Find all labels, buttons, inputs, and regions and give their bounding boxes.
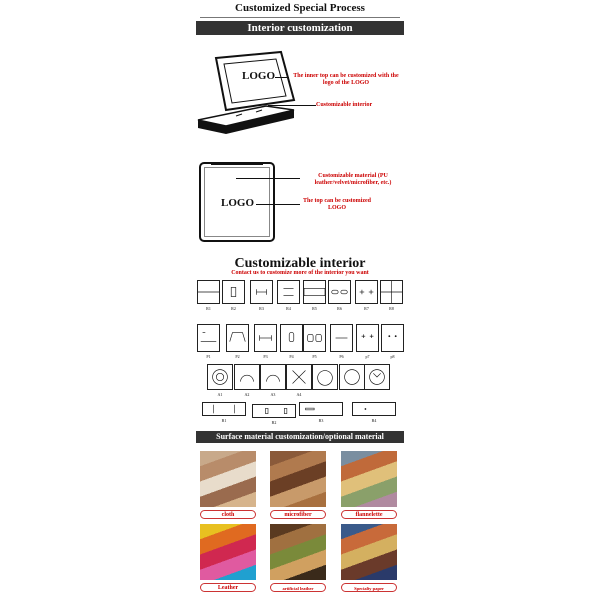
interior-option-label: p7 [365, 354, 370, 359]
interior-option-r6 [328, 280, 351, 304]
interior-title: Customizable interior [234, 256, 366, 271]
interior-option-r5 [303, 280, 326, 304]
interior-option-ring [339, 364, 365, 390]
material-swatch-artificial-leather [270, 524, 326, 580]
interior-option-b4 [352, 402, 396, 416]
interior-option-r4 [277, 280, 300, 304]
interior-option-r2 [222, 280, 245, 304]
interior-option-r1 [197, 280, 220, 304]
material-label: flannelette [341, 510, 397, 519]
material-label: artificial leather [270, 583, 326, 592]
closed-box-note-logo: The top can be customized LOGO [303, 198, 371, 211]
open-box-note-logo: The inner top can be customized with the logo of the LOGO [293, 73, 399, 86]
material-swatch-cloth [200, 451, 256, 507]
interior-option-label: R1 [206, 306, 211, 311]
interior-option-label: R7 [364, 306, 369, 311]
interior-option-label: B2 [271, 420, 277, 425]
section-banner-interior: Interior customization [196, 21, 404, 35]
interior-option-p8 [381, 324, 404, 352]
interior-option-ring [207, 364, 233, 390]
interior-option-p3 [254, 324, 277, 352]
material-label: Specialty paper [341, 583, 397, 592]
material-label: microfiber [270, 510, 326, 519]
interior-option-label: A2 [244, 392, 250, 397]
interior-option-p6 [330, 324, 353, 352]
interior-option-label: R4 [286, 306, 291, 311]
interior-option-label: P3 [263, 354, 268, 359]
interior-option-label: R8 [389, 306, 394, 311]
interior-option-label: A4 [296, 392, 302, 397]
interior-option-ring [260, 364, 286, 390]
interior-option-ring [312, 364, 338, 390]
interior-option-r8 [380, 280, 403, 304]
interior-option-p2 [226, 324, 249, 352]
interior-option-label: P5 [312, 354, 317, 359]
material-swatch-leather [200, 524, 256, 580]
interior-option-p7 [356, 324, 379, 352]
interior-option-ring [286, 364, 312, 390]
interior-option-label: R2 [231, 306, 236, 311]
interior-option-label: R3 [259, 306, 264, 311]
material-swatch-microfiber [270, 451, 326, 507]
interior-option-ring [364, 364, 390, 390]
interior-option-r3 [250, 280, 273, 304]
interior-option-r7 [355, 280, 378, 304]
closed-box-logo: LOGO [221, 197, 255, 209]
interior-option-label: R6 [337, 306, 342, 311]
interior-option-p5 [303, 324, 326, 352]
interior-option-label: R5 [312, 306, 317, 311]
material-swatch-specialty-paper [341, 524, 397, 580]
material-label: Leather [200, 583, 256, 592]
interior-option-label: P4 [289, 354, 294, 359]
interior-option-label: B4 [371, 418, 377, 423]
interior-option-label: A1 [217, 392, 223, 397]
interior-option-label: B3 [318, 418, 324, 423]
open-box-note-interior: Customizable interior [316, 102, 373, 108]
interior-option-b3 [299, 402, 343, 416]
closed-box-note-material: Customizable material (PU leather/velvet/microfiber, etc.) [314, 173, 392, 186]
section-banner-materials: Surface material customization/optional material [196, 431, 404, 443]
interior-option-label: B1 [221, 418, 227, 423]
material-label: cloth [200, 510, 256, 519]
interior-option-label: P1 [206, 354, 211, 359]
interior-option-b2 [252, 404, 296, 418]
interior-option-b1 [202, 402, 246, 416]
interior-option-label: P6 [339, 354, 344, 359]
interior-option-label: P2 [235, 354, 240, 359]
open-box-logo: LOGO [242, 70, 276, 82]
material-swatch-flannelette [341, 451, 397, 507]
interior-option-label: A3 [270, 392, 276, 397]
interior-option-ring [234, 364, 260, 390]
page-title: Customized Special Process [235, 2, 365, 14]
interior-option-p1 [197, 324, 220, 352]
interior-option-label: p8 [390, 354, 395, 359]
interior-option-p4 [280, 324, 303, 352]
interior-subtitle: Contact us to customize more of the interior you want [231, 270, 369, 276]
